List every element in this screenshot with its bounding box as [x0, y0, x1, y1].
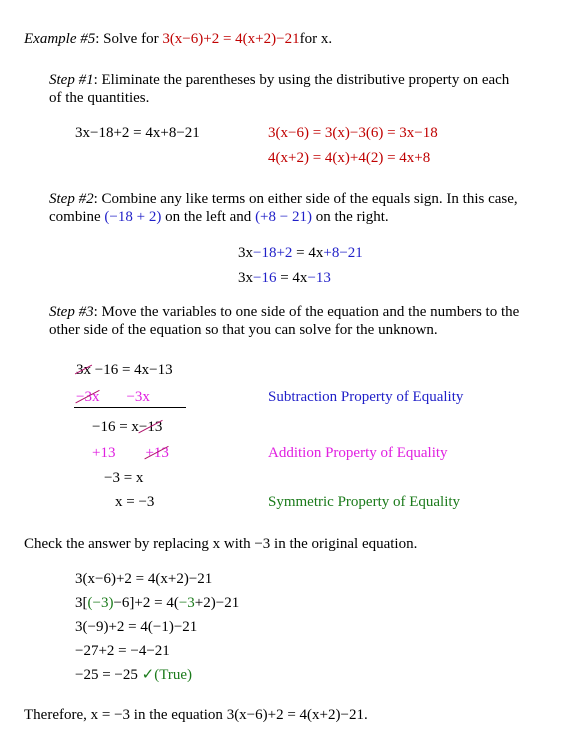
step2-equation-2: [238, 269, 331, 287]
check-line4: −27+2 = −4−21: [75, 643, 170, 659]
step3-row5: −3 = x: [104, 470, 144, 486]
eq1-a: 3x: [238, 245, 253, 261]
step3-line1: [49, 303, 519, 321]
cancel-3x: 3x: [76, 362, 91, 378]
step3-label: Step #3: [49, 304, 94, 320]
step2-text-b: on the left and: [161, 209, 256, 225]
step2-label: Step #2: [49, 191, 94, 207]
eq2-d: −13: [307, 270, 331, 286]
check2-d: −3: [178, 595, 195, 611]
step1-distribution-1: 3(x−6) = 3(x)−3(6) = 3x−18: [268, 125, 438, 141]
check5-eq: −25 = −25: [75, 667, 142, 683]
left-group: (−18 + 2): [104, 209, 162, 225]
checkmark-icon: ✓: [141, 667, 155, 683]
step1-text-line1: : Eliminate the parentheses by using the distributive property on each: [93, 72, 510, 88]
add-13: +13: [92, 445, 116, 461]
cancel-add-13: +13: [145, 445, 169, 461]
eq2-a: 3x: [238, 270, 253, 286]
cancel-neg-3x: −3x: [76, 389, 100, 405]
check2-c: −6]+2 = 4(: [113, 595, 179, 611]
step1-line1: [49, 71, 509, 89]
divider-line: [74, 407, 186, 408]
step3-row1: [76, 361, 173, 379]
subtract-3x: −3x: [126, 389, 150, 405]
row1-rest: −16 = 4x−13: [91, 362, 173, 378]
right-group: (+8 − 21): [255, 209, 312, 225]
check2-e: +2)−21: [194, 595, 240, 611]
true-label: (True): [154, 667, 192, 683]
step2-text-line1: : Combine any like terms on either side of the equals sign. In this case,: [93, 191, 518, 207]
prop-subtraction: Subtraction Property of Equality: [268, 389, 464, 405]
step2-text-c: on the right.: [311, 209, 389, 225]
step2-line2: [49, 208, 389, 226]
check-line2: [75, 594, 239, 612]
example-equation: 3(x−6)+2 = 4(x+2)−21: [162, 31, 300, 47]
check2-a: 3[: [75, 595, 88, 611]
step2-text-a: combine: [49, 209, 105, 225]
step3-row3: [92, 418, 162, 436]
eq1-c: = 4x: [292, 245, 324, 261]
example-intro: : Solve for: [95, 31, 163, 47]
prop-addition: Addition Property of Equality: [268, 445, 448, 461]
example-suffix: for x.: [299, 31, 333, 47]
check-text: Check the answer by replacing x with −3 in the original equation.: [24, 536, 418, 552]
step3-text-line2: other side of the equation so that you can solve for the unknown.: [49, 322, 438, 338]
step2-equation-1: [238, 244, 363, 262]
check-line3: 3(−9)+2 = 4(−1)−21: [75, 619, 198, 635]
conclusion-equation: 3(x−6)+2 = 4(x+2)−21.: [226, 707, 368, 723]
eq1-d: +8−21: [323, 245, 363, 261]
example-label: Example #5: [24, 31, 96, 47]
eq1-b: −18+2: [253, 245, 293, 261]
step3-row6: x = −3: [115, 494, 155, 510]
step2-line1: [49, 190, 518, 208]
check-line1: 3(x−6)+2 = 4(x+2)−21: [75, 571, 213, 587]
step1-text-line2: of the quantities.: [49, 90, 150, 106]
step3-row2: [76, 388, 150, 406]
step1-distribution-2: 4(x+2) = 4(x)+4(2) = 4x+8: [268, 150, 431, 166]
step3-row4: [92, 444, 169, 462]
cancel-neg-13: −13: [138, 419, 163, 435]
step1-label: Step #1: [49, 72, 94, 88]
conclusion-text: Therefore, x = −3 in the equation: [24, 707, 227, 723]
check-line5: [75, 666, 192, 684]
check2-b: (−3): [87, 595, 114, 611]
prop-symmetric: Symmetric Property of Equality: [268, 494, 461, 510]
example-header: [24, 30, 332, 48]
step3-text-line1: : Move the variables to one side of the equation and the numbers to the: [93, 304, 520, 320]
eq2-b: −16: [253, 270, 277, 286]
row3-a: −16 = x: [92, 419, 139, 435]
eq2-c: = 4x: [276, 270, 308, 286]
conclusion: [24, 706, 368, 724]
step1-result: 3x−18+2 = 4x+8−21: [75, 125, 200, 141]
